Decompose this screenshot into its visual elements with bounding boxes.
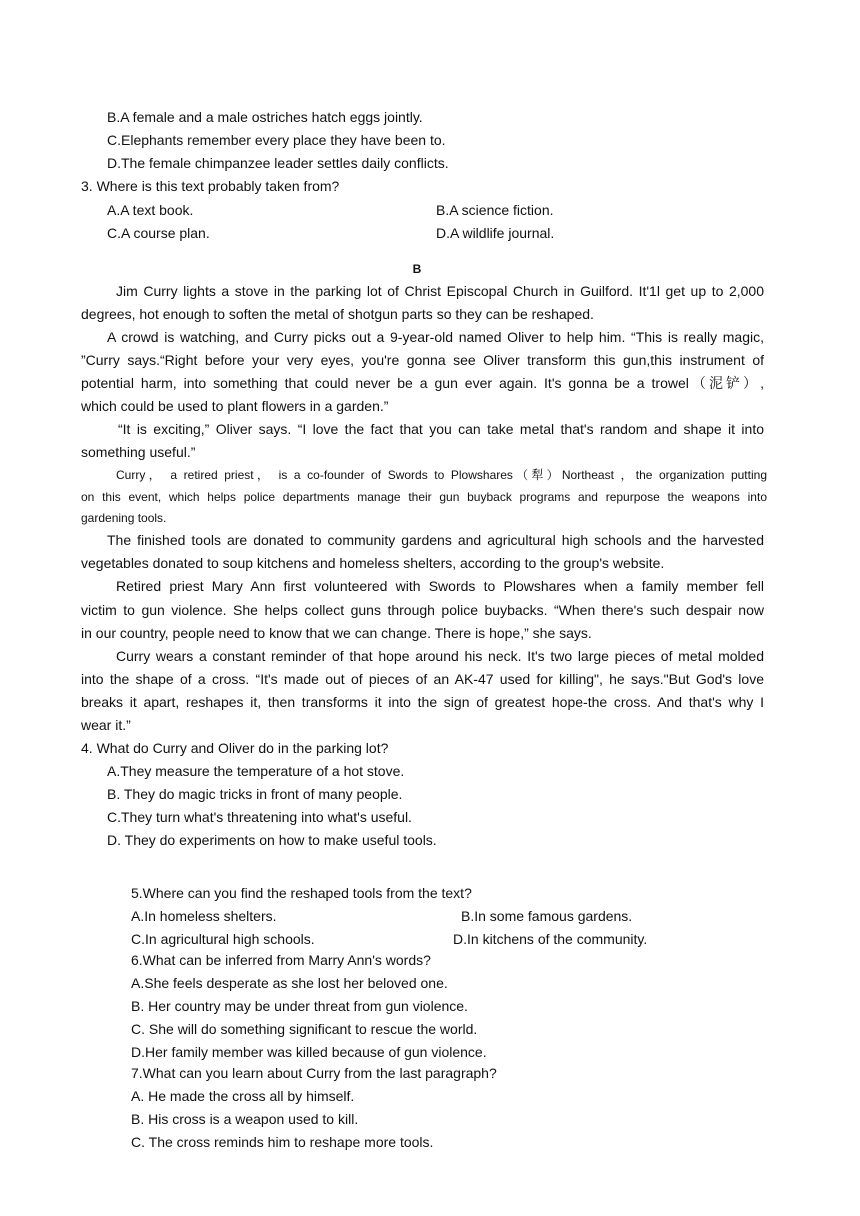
passage-line: The finished tools are donated to community gardens and agricultural high schools and the harvested: [107, 532, 764, 548]
passage-line: into the shape of a cross. “It's made out of pieces of an AK-47 used for killing", he says."But God's love: [81, 671, 764, 687]
passage-line: something useful.”: [81, 444, 196, 460]
passage-line: Curry wears a constant reminder of that hope around his neck. It's two large pieces of metal molded: [116, 648, 764, 664]
passage-line: which could be used to plant flowers in a garden.”: [81, 398, 389, 414]
q6-option-a: A.She feels desperate as she lost her beloved one.: [131, 975, 448, 991]
q7-option-b: B. His cross is a weapon used to kill.: [131, 1111, 359, 1127]
q6-option-d: D.Her family member was killed because of gun violence.: [131, 1044, 487, 1060]
q5-option-d: D.In kitchens of the community.: [453, 931, 648, 947]
q6-option-c: C. She will do something significant to rescue the world.: [131, 1021, 478, 1037]
q3-stem: 3. Where is this text probably taken from?: [81, 178, 340, 194]
q2-option-d: D.The female chimpanzee leader settles daily conflicts.: [107, 155, 449, 171]
q7-stem: 7.What can you learn about Curry from the last paragraph?: [131, 1065, 497, 1081]
passage-line: victim to gun violence. She helps collect guns through police buybacks. “When there's such despair now: [81, 602, 764, 618]
q7-option-a: A. He made the cross all by himself.: [131, 1088, 355, 1104]
q4-option-d: D. They do experiments on how to make useful tools.: [107, 832, 437, 848]
passage-line: breaks it apart, reshapes it, then transforms it into the sign of greatest hope-the cross. And that's why I: [81, 694, 764, 710]
passage-line: A crowd is watching, and Curry picks out a 9-year-old named Oliver to help him. “This is really magic,: [107, 329, 764, 345]
section-b-heading: B: [412, 262, 422, 276]
q5-option-a: A.In homeless shelters.: [131, 908, 277, 924]
q5-option-b: B.In some famous gardens.: [461, 908, 633, 924]
passage-line: vegetables donated to soup kitchens and homeless shelters, according to the group's website.: [81, 555, 665, 571]
passage-line: in our country, people need to know that we can change. There is hope,” she says.: [81, 625, 592, 641]
q3-option-c: C.A course plan.: [107, 225, 210, 241]
q4-option-c: C.They turn what's threatening into what's useful.: [107, 809, 412, 825]
q4-option-b: B. They do magic tricks in front of many people.: [107, 786, 403, 802]
q2-option-b: B.A female and a male ostriches hatch eggs jointly.: [107, 109, 423, 125]
passage-line: Curry， a retired priest， is a co-founder of Swords to Plowshares（犁）Northeast ，the organization putting: [116, 468, 767, 482]
passage-line: on this event, which helps police departments manage their gun buyback programs and repurpose the weapons into: [81, 490, 767, 504]
passage-line: potential harm, into something that could never be a gun ever again. It's gonna be a trowel（泥铲）,: [81, 375, 764, 391]
passage-line: wear it.”: [81, 717, 131, 733]
q7-option-c: C. The cross reminds him to reshape more tools.: [131, 1134, 434, 1150]
passage-line: “It is exciting,” Oliver says. “I love the fact that you can take metal that's random and shape it into: [118, 421, 764, 437]
passage-line: Jim Curry lights a stove in the parking lot of Christ Episcopal Church in Guilford. It'1l get up to 2,000: [116, 283, 764, 299]
q6-stem: 6.What can be inferred from Marry Ann's words?: [131, 952, 431, 968]
q3-option-b: B.A science fiction.: [436, 202, 554, 218]
q5-stem: 5.Where can you find the reshaped tools from the text?: [131, 885, 472, 901]
q4-option-a: A.They measure the temperature of a hot stove.: [107, 763, 405, 779]
q3-option-a: A.A text book.: [107, 202, 194, 218]
q6-option-b: B. Her country may be under threat from gun violence.: [131, 998, 468, 1014]
passage-line: ”Curry says.“Right before your very eyes, you're gonna see Oliver transform this gun,this instrument of: [81, 352, 764, 368]
q5-option-c: C.In agricultural high schools.: [131, 931, 315, 947]
passage-line: degrees, hot enough to soften the metal of shotgun parts so they can be reshaped.: [81, 306, 594, 322]
q2-option-c: C.Elephants remember every place they have been to.: [107, 132, 446, 148]
passage-line: gardening tools.: [81, 511, 167, 525]
passage-line: Retired priest Mary Ann first volunteered with Swords to Plowshares when a family member fell: [116, 578, 764, 594]
q3-option-d: D.A wildlife journal.: [436, 225, 555, 241]
q4-stem: 4. What do Curry and Oliver do in the parking lot?: [81, 740, 389, 756]
